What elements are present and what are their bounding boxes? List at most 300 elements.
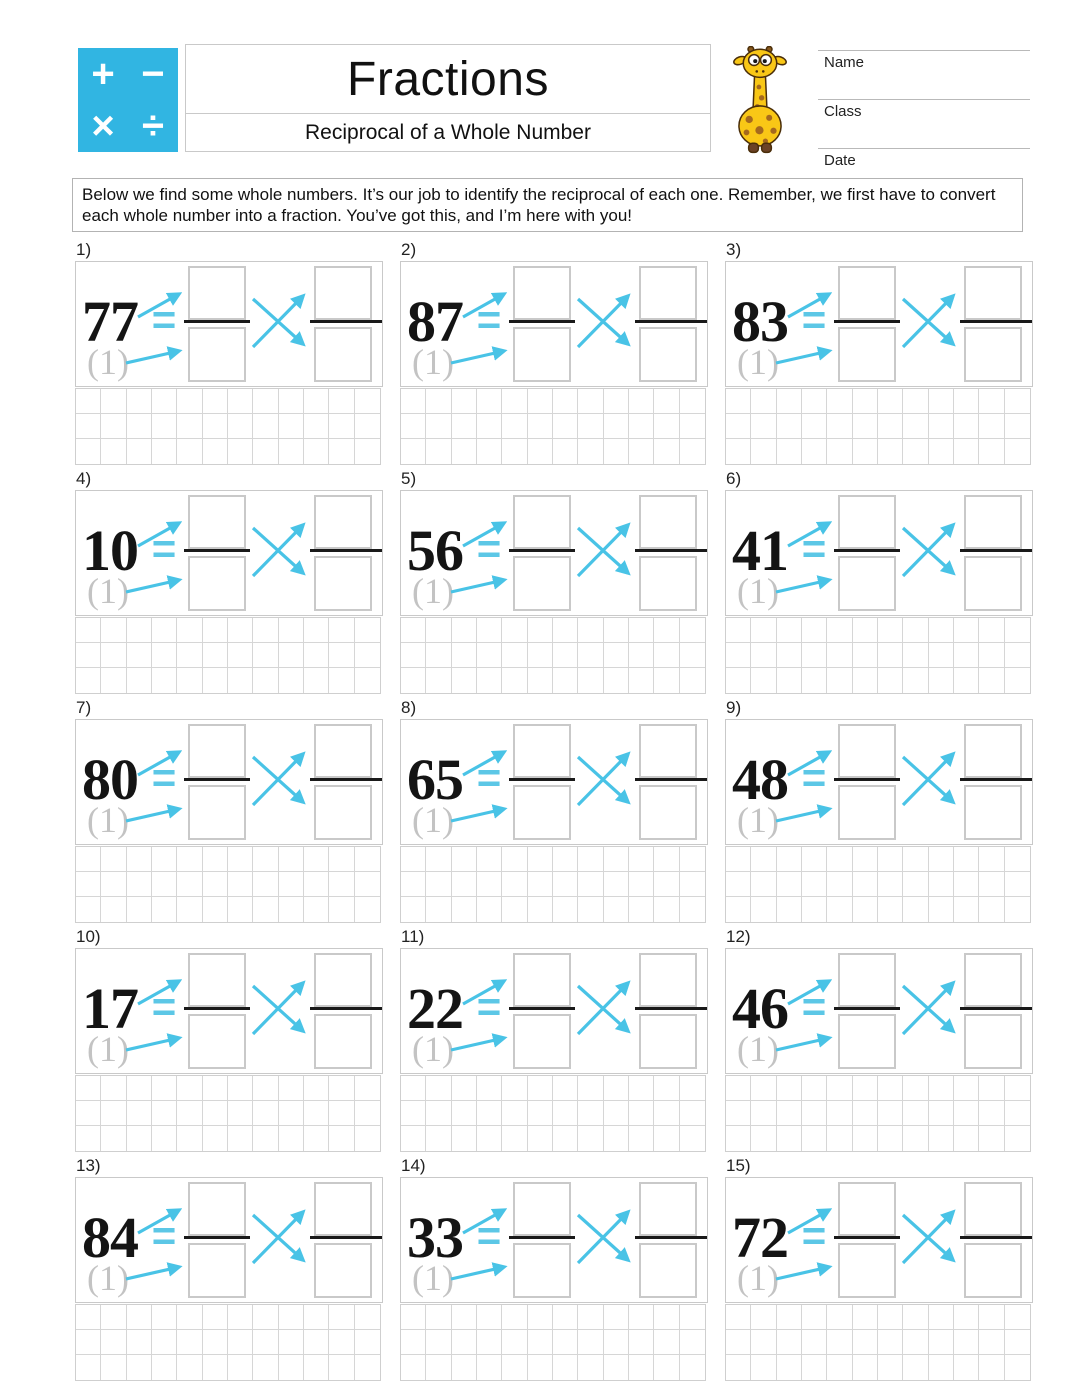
scratch-cell bbox=[177, 872, 202, 897]
scratch-grid bbox=[725, 846, 1031, 923]
class-field[interactable]: Class bbox=[818, 99, 1030, 122]
scratch-cell bbox=[304, 847, 329, 872]
fraction1-bar bbox=[509, 778, 575, 781]
scratch-cell bbox=[401, 668, 426, 693]
scratch-cell bbox=[355, 872, 380, 897]
scratch-cell bbox=[1005, 1101, 1030, 1126]
scratch-cell bbox=[680, 847, 705, 872]
scratch-cell bbox=[680, 1076, 705, 1101]
scratch-cell bbox=[929, 1076, 954, 1101]
implied-denominator-hint: (1) bbox=[737, 800, 779, 840]
scratch-cell bbox=[777, 897, 802, 922]
scratch-cell bbox=[726, 1126, 751, 1151]
scratch-cell bbox=[355, 618, 380, 643]
scratch-cell bbox=[853, 439, 878, 464]
fraction2-denominator-box[interactable] bbox=[964, 1243, 1022, 1298]
problem-cell bbox=[75, 696, 383, 923]
scratch-cell bbox=[426, 897, 451, 922]
scratch-cell bbox=[304, 872, 329, 897]
scratch-cell bbox=[279, 439, 304, 464]
fraction1-numerator-box[interactable] bbox=[188, 1182, 246, 1236]
scratch-cell bbox=[979, 847, 1004, 872]
scratch-cell bbox=[878, 1305, 903, 1330]
scratch-cell bbox=[979, 1076, 1004, 1101]
scratch-cell bbox=[76, 643, 101, 668]
scratch-cell bbox=[954, 618, 979, 643]
scratch-cell bbox=[177, 897, 202, 922]
scratch-grid bbox=[725, 617, 1031, 694]
scratch-cell bbox=[177, 1126, 202, 1151]
cross-arrow-up-icon bbox=[578, 754, 628, 805]
scratch-cell bbox=[853, 847, 878, 872]
scratch-cell bbox=[426, 439, 451, 464]
fraction2-denominator-box[interactable] bbox=[314, 1014, 372, 1069]
fraction1-bar bbox=[184, 778, 250, 781]
equals-sign: = bbox=[476, 296, 502, 343]
fraction2-denominator-box[interactable] bbox=[639, 785, 697, 840]
equals-sign: = bbox=[151, 1212, 177, 1259]
scratch-cell bbox=[528, 439, 553, 464]
fraction2-numerator-box[interactable] bbox=[964, 495, 1022, 549]
fraction2-denominator-box[interactable] bbox=[964, 785, 1022, 840]
fraction2-numerator-box[interactable] bbox=[639, 953, 697, 1007]
implied-denominator-hint: (1) bbox=[412, 571, 454, 611]
scratch-cell bbox=[355, 439, 380, 464]
fraction1-numerator-box[interactable] bbox=[513, 1182, 571, 1236]
fraction2-numerator-box[interactable] bbox=[314, 1182, 372, 1236]
scratch-cell bbox=[751, 847, 776, 872]
fraction2-denominator-box[interactable] bbox=[964, 1014, 1022, 1069]
scratch-cell bbox=[929, 1126, 954, 1151]
scratch-cell bbox=[152, 1330, 177, 1355]
scratch-cell bbox=[401, 872, 426, 897]
scratch-cell bbox=[329, 1076, 354, 1101]
fraction2-bar bbox=[310, 1236, 382, 1239]
scratch-cell bbox=[827, 1330, 852, 1355]
scratch-cell bbox=[853, 1330, 878, 1355]
title-box bbox=[185, 44, 711, 152]
scratch-grid bbox=[75, 846, 381, 923]
problem-cell bbox=[400, 467, 708, 694]
fraction2-numerator-box[interactable] bbox=[964, 266, 1022, 320]
scratch-cell bbox=[502, 897, 527, 922]
problem-work-box bbox=[400, 1177, 708, 1303]
scratch-cell bbox=[401, 847, 426, 872]
scratch-cell bbox=[629, 1126, 654, 1151]
fraction1-denominator-box[interactable] bbox=[838, 556, 896, 611]
problem-work-box bbox=[400, 490, 708, 616]
scratch-cell bbox=[578, 643, 603, 668]
scratch-cell bbox=[329, 897, 354, 922]
fraction1-denominator-box[interactable] bbox=[188, 556, 246, 611]
fraction1-numerator-box[interactable] bbox=[838, 1182, 896, 1236]
fraction2-numerator-box[interactable] bbox=[639, 266, 697, 320]
problem-cell bbox=[725, 1154, 1033, 1381]
scratch-cell bbox=[751, 389, 776, 414]
scratch-cell bbox=[203, 1305, 228, 1330]
scratch-cell bbox=[228, 1076, 253, 1101]
implied-denominator-hint: (1) bbox=[87, 1258, 129, 1298]
scratch-cell bbox=[253, 414, 278, 439]
scratch-cell bbox=[853, 1305, 878, 1330]
fraction1-numerator-box[interactable] bbox=[513, 495, 571, 549]
scratch-cell bbox=[726, 872, 751, 897]
scratch-cell bbox=[751, 1355, 776, 1380]
fraction2-numerator-box[interactable] bbox=[964, 724, 1022, 778]
whole-number: 17 bbox=[82, 975, 138, 1041]
scratch-cell bbox=[228, 668, 253, 693]
scratch-cell bbox=[228, 1355, 253, 1380]
scratch-cell bbox=[878, 414, 903, 439]
scratch-cell bbox=[654, 643, 679, 668]
scratch-cell bbox=[553, 618, 578, 643]
scratch-cell bbox=[553, 1355, 578, 1380]
scratch-cell bbox=[853, 1101, 878, 1126]
cross-arrow-up-icon bbox=[903, 754, 953, 805]
whole-number: 72 bbox=[732, 1204, 788, 1270]
fraction1-denominator-box[interactable] bbox=[188, 1243, 246, 1298]
fraction2-bar bbox=[635, 778, 707, 781]
scratch-cell bbox=[101, 414, 126, 439]
scratch-cell bbox=[777, 872, 802, 897]
scratch-cell bbox=[477, 847, 502, 872]
scratch-cell bbox=[101, 1355, 126, 1380]
fraction1-numerator-box[interactable] bbox=[188, 495, 246, 549]
scratch-cell bbox=[452, 1101, 477, 1126]
scratch-cell bbox=[777, 1330, 802, 1355]
fraction1-denominator-box[interactable] bbox=[188, 327, 246, 382]
scratch-cell bbox=[203, 439, 228, 464]
scratch-cell bbox=[355, 847, 380, 872]
scratch-cell bbox=[553, 897, 578, 922]
scratch-cell bbox=[426, 872, 451, 897]
fraction1-denominator-box[interactable] bbox=[838, 1014, 896, 1069]
fraction1-numerator-box[interactable] bbox=[513, 266, 571, 320]
problems-grid bbox=[75, 238, 1043, 1381]
scratch-cell bbox=[477, 1330, 502, 1355]
scratch-cell bbox=[203, 1076, 228, 1101]
fraction1-bar bbox=[509, 1236, 575, 1239]
scratch-cell bbox=[654, 1355, 679, 1380]
scratch-cell bbox=[680, 414, 705, 439]
fraction2-denominator-box[interactable] bbox=[314, 556, 372, 611]
fraction2-denominator-box[interactable] bbox=[314, 327, 372, 382]
scratch-cell bbox=[76, 618, 101, 643]
scratch-cell bbox=[101, 643, 126, 668]
fraction2-denominator-box[interactable] bbox=[639, 1243, 697, 1298]
scratch-cell bbox=[177, 1330, 202, 1355]
scratch-cell bbox=[954, 897, 979, 922]
whole-number: 65 bbox=[407, 746, 463, 812]
equals-sign: = bbox=[151, 296, 177, 343]
fraction2-denominator-box[interactable] bbox=[639, 1014, 697, 1069]
scratch-cell bbox=[177, 847, 202, 872]
scratch-cell bbox=[401, 897, 426, 922]
math-operations-icon bbox=[78, 48, 178, 152]
scratch-cell bbox=[903, 414, 928, 439]
scratch-cell bbox=[477, 1076, 502, 1101]
scratch-cell bbox=[477, 872, 502, 897]
scratch-cell bbox=[127, 618, 152, 643]
scratch-cell bbox=[954, 414, 979, 439]
fraction2-denominator-box[interactable] bbox=[639, 556, 697, 611]
fraction2-numerator-box[interactable] bbox=[314, 266, 372, 320]
scratch-cell bbox=[502, 847, 527, 872]
fraction1-numerator-box[interactable] bbox=[188, 724, 246, 778]
scratch-cell bbox=[979, 897, 1004, 922]
scratch-cell bbox=[452, 643, 477, 668]
scratch-cell bbox=[578, 847, 603, 872]
scratch-cell bbox=[954, 1101, 979, 1126]
fraction1-numerator-box[interactable] bbox=[838, 953, 896, 1007]
fraction2-numerator-box[interactable] bbox=[964, 953, 1022, 1007]
scratch-cell bbox=[979, 1330, 1004, 1355]
cross-arrow-up-icon bbox=[903, 983, 953, 1034]
fraction1-denominator-box[interactable] bbox=[838, 785, 896, 840]
scratch-cell bbox=[502, 1330, 527, 1355]
implied-denominator-hint: (1) bbox=[737, 1258, 779, 1298]
scratch-cell bbox=[452, 897, 477, 922]
cross-arrow-down-icon bbox=[253, 757, 303, 802]
fraction2-denominator-box[interactable] bbox=[964, 556, 1022, 611]
scratch-cell bbox=[177, 668, 202, 693]
scratch-cell bbox=[629, 897, 654, 922]
scratch-cell bbox=[578, 1305, 603, 1330]
whole-number: 83 bbox=[732, 288, 788, 354]
fraction2-numerator-box[interactable] bbox=[964, 1182, 1022, 1236]
scratch-cell bbox=[1005, 897, 1030, 922]
scratch-cell bbox=[629, 414, 654, 439]
fraction1-denominator-box[interactable] bbox=[513, 1243, 571, 1298]
scratch-cell bbox=[279, 897, 304, 922]
fraction2-numerator-box[interactable] bbox=[314, 495, 372, 549]
scratch-cell bbox=[401, 1305, 426, 1330]
scratch-cell bbox=[127, 847, 152, 872]
scratch-cell bbox=[979, 668, 1004, 693]
multiply-icon: × bbox=[91, 104, 115, 148]
scratch-cell bbox=[355, 643, 380, 668]
scratch-cell bbox=[629, 1305, 654, 1330]
fraction2-numerator-box[interactable] bbox=[314, 953, 372, 1007]
instructions-box: Below we find some whole numbers. It’s our job to identify the reciprocal of each one. Remember, we first have to convert each whole number into a fraction. You’ve got this, and I’m here with you! bbox=[72, 178, 1023, 232]
scratch-cell bbox=[629, 618, 654, 643]
scratch-cell bbox=[477, 1355, 502, 1380]
whole-number: 56 bbox=[407, 517, 463, 583]
scratch-cell bbox=[304, 389, 329, 414]
fraction2-numerator-box[interactable] bbox=[314, 724, 372, 778]
scratch-cell bbox=[127, 1305, 152, 1330]
fraction2-bar bbox=[310, 549, 382, 552]
fraction1-numerator-box[interactable] bbox=[188, 266, 246, 320]
problem-number-label: 15) bbox=[726, 1156, 751, 1175]
scratch-cell bbox=[76, 1101, 101, 1126]
fraction2-numerator-box[interactable] bbox=[639, 495, 697, 549]
scratch-cell bbox=[654, 897, 679, 922]
problem-cell bbox=[75, 467, 383, 694]
scratch-cell bbox=[726, 643, 751, 668]
scratch-cell bbox=[553, 1101, 578, 1126]
scratch-cell bbox=[228, 1330, 253, 1355]
scratch-cell bbox=[680, 643, 705, 668]
scratch-cell bbox=[279, 389, 304, 414]
scratch-cell bbox=[553, 1305, 578, 1330]
scratch-cell bbox=[979, 414, 1004, 439]
scratch-cell bbox=[304, 668, 329, 693]
scratch-cell bbox=[777, 847, 802, 872]
scratch-cell bbox=[355, 668, 380, 693]
scratch-cell bbox=[751, 439, 776, 464]
scratch-cell bbox=[578, 897, 603, 922]
scratch-cell bbox=[329, 439, 354, 464]
scratch-cell bbox=[152, 1126, 177, 1151]
scratch-cell bbox=[777, 1305, 802, 1330]
fraction1-denominator-box[interactable] bbox=[838, 1243, 896, 1298]
scratch-cell bbox=[827, 872, 852, 897]
fraction2-numerator-box[interactable] bbox=[639, 1182, 697, 1236]
fraction1-denominator-box[interactable] bbox=[513, 785, 571, 840]
scratch-cell bbox=[477, 668, 502, 693]
scratch-cell bbox=[203, 389, 228, 414]
scratch-cell bbox=[954, 1330, 979, 1355]
scratch-grid bbox=[75, 617, 381, 694]
fraction2-denominator-box[interactable] bbox=[964, 327, 1022, 382]
fraction1-numerator-box[interactable] bbox=[838, 266, 896, 320]
scratch-cell bbox=[355, 1305, 380, 1330]
fraction1-numerator-box[interactable] bbox=[188, 953, 246, 1007]
scratch-cell bbox=[827, 1355, 852, 1380]
header bbox=[0, 0, 1080, 176]
fraction2-denominator-box[interactable] bbox=[314, 785, 372, 840]
scratch-cell bbox=[127, 897, 152, 922]
problem-cell bbox=[725, 467, 1033, 694]
scratch-cell bbox=[1005, 847, 1030, 872]
fraction1-denominator-box[interactable] bbox=[188, 785, 246, 840]
scratch-cell bbox=[152, 389, 177, 414]
scratch-cell bbox=[228, 1101, 253, 1126]
fraction2-denominator-box[interactable] bbox=[314, 1243, 372, 1298]
scratch-cell bbox=[355, 1101, 380, 1126]
fraction1-denominator-box[interactable] bbox=[188, 1014, 246, 1069]
whole-number: 33 bbox=[407, 1204, 463, 1270]
scratch-cell bbox=[629, 643, 654, 668]
scratch-cell bbox=[452, 1076, 477, 1101]
scratch-cell bbox=[802, 847, 827, 872]
scratch-cell bbox=[853, 414, 878, 439]
scratch-cell bbox=[426, 1101, 451, 1126]
scratch-cell bbox=[477, 643, 502, 668]
fraction1-denominator-box[interactable] bbox=[513, 1014, 571, 1069]
scratch-cell bbox=[76, 1076, 101, 1101]
scratch-cell bbox=[426, 1355, 451, 1380]
scratch-cell bbox=[751, 1101, 776, 1126]
scratch-grid bbox=[725, 388, 1031, 465]
fraction1-numerator-box[interactable] bbox=[513, 953, 571, 1007]
scratch-cell bbox=[76, 847, 101, 872]
name-field[interactable]: Name bbox=[818, 50, 1030, 73]
problem-number-label: 3) bbox=[726, 240, 742, 259]
problem-cell bbox=[75, 925, 383, 1152]
scratch-cell bbox=[152, 1076, 177, 1101]
scratch-cell bbox=[802, 1101, 827, 1126]
problem-cell bbox=[400, 1154, 708, 1381]
fraction2-bar bbox=[635, 1236, 707, 1239]
cross-arrow-up-icon bbox=[253, 1212, 303, 1263]
scratch-cell bbox=[578, 414, 603, 439]
scratch-cell bbox=[426, 643, 451, 668]
fraction2-numerator-box[interactable] bbox=[639, 724, 697, 778]
cross-arrow-up-icon bbox=[903, 296, 953, 347]
problem-work-box bbox=[75, 261, 383, 387]
scratch-cell bbox=[578, 439, 603, 464]
fraction1-bar bbox=[184, 320, 250, 323]
problem-cell bbox=[400, 238, 708, 465]
fraction1-bar bbox=[184, 549, 250, 552]
scratch-cell bbox=[329, 847, 354, 872]
scratch-cell bbox=[203, 897, 228, 922]
scratch-cell bbox=[979, 439, 1004, 464]
scratch-cell bbox=[680, 1101, 705, 1126]
scratch-cell bbox=[802, 1126, 827, 1151]
equals-sign: = bbox=[476, 525, 502, 572]
scratch-cell bbox=[528, 1076, 553, 1101]
scratch-cell bbox=[401, 1101, 426, 1126]
scratch-cell bbox=[203, 618, 228, 643]
scratch-cell bbox=[329, 389, 354, 414]
scratch-cell bbox=[954, 1355, 979, 1380]
fraction1-denominator-box[interactable] bbox=[838, 327, 896, 382]
scratch-cell bbox=[1005, 1355, 1030, 1380]
scratch-cell bbox=[777, 1126, 802, 1151]
scratch-cell bbox=[979, 643, 1004, 668]
scratch-cell bbox=[253, 1355, 278, 1380]
scratch-cell bbox=[680, 668, 705, 693]
problem-work-box bbox=[400, 948, 708, 1074]
cross-arrow-up-icon bbox=[253, 525, 303, 576]
equals-sign: = bbox=[801, 296, 827, 343]
scratch-cell bbox=[127, 1126, 152, 1151]
implied-denominator-hint: (1) bbox=[87, 342, 129, 382]
scratch-cell bbox=[979, 1126, 1004, 1151]
date-field[interactable]: Date bbox=[818, 148, 1030, 171]
fraction1-numerator-box[interactable] bbox=[838, 724, 896, 778]
scratch-cell bbox=[929, 643, 954, 668]
problem-work-box bbox=[75, 490, 383, 616]
whole-number: 77 bbox=[82, 288, 138, 354]
cross-arrow-up-icon bbox=[253, 983, 303, 1034]
scratch-grid bbox=[75, 388, 381, 465]
scratch-cell bbox=[553, 1076, 578, 1101]
scratch-cell bbox=[152, 618, 177, 643]
scratch-cell bbox=[304, 1076, 329, 1101]
scratch-cell bbox=[853, 643, 878, 668]
scratch-cell bbox=[726, 1101, 751, 1126]
problem-work-box bbox=[725, 490, 1033, 616]
cross-arrow-down-icon bbox=[253, 528, 303, 573]
fraction1-denominator-box[interactable] bbox=[513, 327, 571, 382]
fraction1-numerator-box[interactable] bbox=[513, 724, 571, 778]
fraction1-denominator-box[interactable] bbox=[513, 556, 571, 611]
scratch-cell bbox=[553, 847, 578, 872]
scratch-cell bbox=[903, 439, 928, 464]
scratch-cell bbox=[878, 618, 903, 643]
fraction2-denominator-box[interactable] bbox=[639, 327, 697, 382]
scratch-cell bbox=[878, 1355, 903, 1380]
divide-icon: ÷ bbox=[142, 104, 164, 148]
scratch-grid bbox=[75, 1075, 381, 1152]
fraction1-numerator-box[interactable] bbox=[838, 495, 896, 549]
scratch-cell bbox=[279, 872, 304, 897]
scratch-cell bbox=[751, 414, 776, 439]
